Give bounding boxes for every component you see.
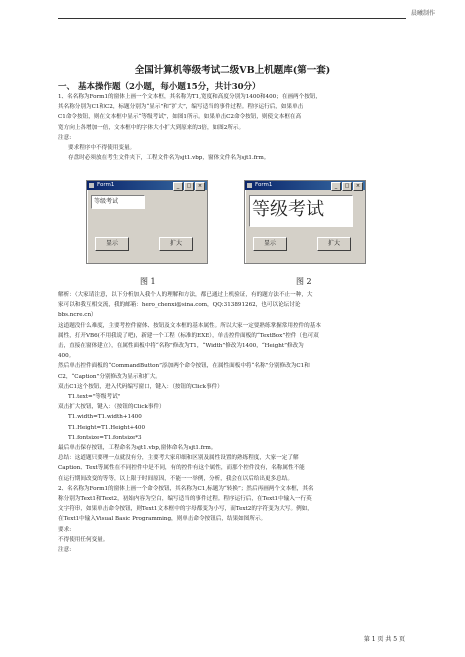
section-heading: 一、 基本操作题（2小题，每小题15分，共计30分） [58,82,261,92]
para-line: 双击扩大按钮，键入：（按钮的Click事件） [58,404,165,411]
para-line: 1、名名称为Form1的窗体上画一个文本框，其名称为T1,宽度和高度分别为1400和400；在画两个按钮， [58,94,321,100]
maximize-button[interactable]: □ [342,182,352,191]
code-line: T1.Height=T1.Height+400 [68,424,146,431]
page-header: 晨曦制作 [410,10,435,17]
textbox-t1[interactable]: 等级考试 [91,195,145,209]
requirement-1: 要求程序中不得使用变量。 [68,145,136,152]
para-line: Caption、Text等属性在不同控件中是不同，有的控件有这个属性，而那个控件没有，名称属性不能 [58,465,305,472]
app-icon [247,183,252,188]
code-line: T1.width=T1.width+1400 [68,414,142,421]
para-line: 其名称分别为C1和C2，标题分别为“显示”和“扩大”，编写适当的事件过程。程序运行后，如果单击 [58,104,304,111]
para-line: C2，“Caption”分别修改为显示和扩大。 [58,373,161,380]
form1-window-figure2 [244,180,366,264]
para-line: 双击C1这个按钮，进入代码编写窗口，键入：（按钮的Click事件） [58,383,223,390]
expand-button[interactable]: 扩大 [317,237,351,251]
para-line: 属性，打开VB6(不用我说了吧)，新建一个工程（标准的EXE），单击控件面板的“TextBox”控件（也可双 [58,332,319,339]
para-line: 称分别为Text1和Text2，初始内容为空白，编写适当的事件过程。程序运行后，在Text1中输入一行英 [58,496,312,503]
figure1-caption: 图 1 [140,277,156,286]
para-line: 要求: [58,526,72,533]
close-button[interactable]: × [353,182,363,191]
minimize-button[interactable]: _ [331,182,341,191]
para-line: 家可以和我互相交流，我的邮箱：hero_chenxi@sina.com，QQ:313891262，也可以论坛讨论 [58,302,301,309]
window-title: Form1 [97,182,115,188]
code-line: T1.text="等级考试" [68,394,121,401]
para-line: C1命令按钮，则在文本框中显示“等级考试”，如图1所示。如果单击C2命令按钮，则使文本框在高 [58,114,302,121]
close-button[interactable]: × [195,182,205,191]
para-line: 文字符串，如果单击命令按钮，则Text1文本框中的字母都变为小写，而Text2的字符变为大写。例如， [58,506,313,513]
question1-text [58,92,406,163]
window-titlebar [87,181,207,190]
para-line: 最后单击保存按钮，工程命名为sjt1.vbp,窗体命名为sjt1.frm。 [58,445,217,452]
para-line: 不得使用任何变量。 [58,536,109,543]
requirement-2: 存盘时必须放在考生文件夹下，工程文件名为sjt1.vbp，窗体文件名为sjt1.frm。 [68,155,270,162]
para-line: 在运行期间改变的等等，以上限于时间原因，不能一一举例，分析，我会在以后给出更多总结。 [58,475,293,482]
analysis-text [58,290,406,555]
code-line: T1.fontsize=T1.fontsize*3 [68,434,142,441]
minimize-button[interactable]: _ [173,182,183,191]
para-line: bbs.ncre.cn） [58,312,97,319]
para-line: 解析：（大家请注意，以下分析加入我个人的理解和方法，都已通过上机验证，有的题方法不止一种，大 [58,292,313,298]
app-icon [89,183,94,188]
maximize-button[interactable]: □ [184,182,194,191]
window-titlebar [245,181,365,190]
window-title: Form1 [255,182,273,188]
form1-window-figure1 [86,180,208,264]
para-line: 2、名名称为Form1的窗体上画一个命令按钮，其名称为C1,标题为“转换”；然后再画两个文本框，其名 [58,485,314,492]
show-button[interactable]: 显示 [253,237,287,251]
header-rule [58,18,406,19]
para-line: 在Text1中输入Visual Basic Programming，则单击命令按钮后，结果如图所示。 [58,516,267,523]
note-label: 注意: [58,134,72,141]
para-line: 注意: [58,547,72,554]
page-footer: 第 1 页 共 5 页 [363,636,405,643]
textbox-t1-enlarged[interactable]: 等级考试 [249,195,353,227]
para-line: 然后单击控件面板的“CommandButton”添加两个命令按钮，在属性面板中将“名称”分别修改为C1和 [58,363,310,370]
figure2-caption: 图 2 [296,277,312,286]
para-line: 总结：这道题只要理一点就没有分，主要考大家印细和区别及属性设置的熟练程度，大家一定了解 [58,455,299,462]
para-line: 400。 [58,353,75,360]
para-line: 击，直接在窗体建立），在属性面板中将“名称”修改为T1，“Width”修改为1400，“Height”修改为 [58,343,304,350]
show-button[interactable]: 显示 [95,237,129,251]
para-line: 这道题没什么难度，主要考控件窗体、按钮及文本框的基本属性。所以大家一定要熟练掌握常用控件的基本 [58,322,321,329]
para-line: 宽方向上各增加一倍，文本框中的字体大小扩大到原来的3倍，如图2所示。 [58,124,245,131]
document-title: 全国计算机等级考试二级VB上机题库(第一套) [134,65,331,76]
expand-button[interactable]: 扩大 [159,237,193,251]
